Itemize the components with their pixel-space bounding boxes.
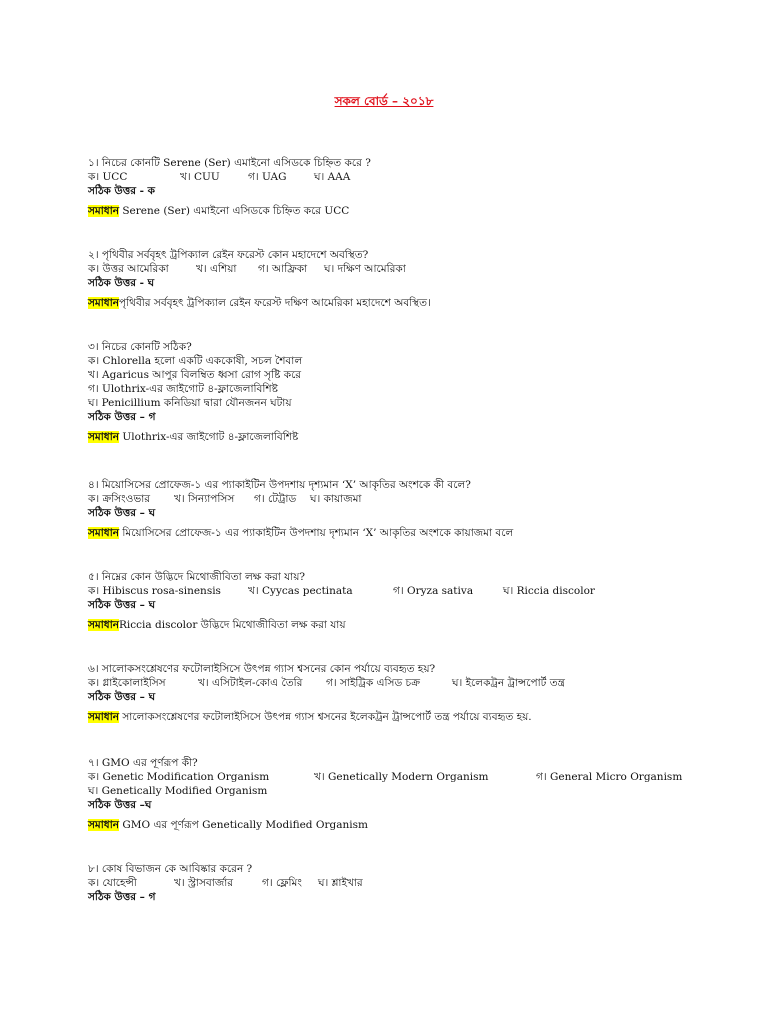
solution-text: Serene (Ser) এমাইনো এসিডকে চিহ্নিত করে UCC <box>122 205 350 217</box>
solution-text: Ulothrix-এর জাইগোট ৪-ফ্লাজেলাবিশিষ্ট <box>122 431 299 443</box>
option-gha: ঘ। Penicillium কনিডিয়া দ্বারা যৌনজনন ঘটায় <box>88 397 292 409</box>
options-row <box>88 492 688 506</box>
solution-text: পৃথিবীর সর্ববৃহৎ ট্রপিক্যাল রেইন ফরেস্ট দক্ষিণ আমেরিকা মহাদেশে অবস্থিত। <box>119 297 431 309</box>
option-gha: ঘ। ইলেকট্রন ট্রান্সপোর্ট তন্ত্র <box>452 677 565 689</box>
correct-answer: সঠিক উত্তর - ক <box>88 185 156 197</box>
option-kha: খ। সিন্যাপসিস <box>174 493 235 505</box>
option-ga: গ। টেট্রাড <box>254 493 297 505</box>
solution-text: GMO এর পূর্ণরূপ Genetically Modified Organism <box>122 819 368 831</box>
options-row <box>88 262 688 276</box>
solution-line <box>88 296 688 310</box>
question-text: ৫। নিম্নের কোন উদ্ভিদে মিথোজীবিতা লক্ষ করা যায়? <box>88 571 306 583</box>
correct-answer: সঠিক উত্তর – ঘ <box>88 599 156 611</box>
options-row <box>88 170 688 184</box>
solution-line <box>88 430 688 444</box>
solution-label: সমাধান <box>88 527 120 539</box>
option-kha: খ। Genetically Modern Organism <box>314 771 489 783</box>
options-row <box>88 770 688 784</box>
options-row <box>88 876 688 890</box>
solution-line <box>88 204 688 218</box>
option-ka: ক। Hibiscus rosa-sinensis <box>88 585 221 597</box>
option-ka: ক। Chlorella হলো একটি এককোষী, সচল শৈবাল <box>88 355 303 367</box>
question-text: ৪। মিয়োসিসের প্রোফেজ-১ এর প্যাকাইটিন উপদশায় দৃশ্যমান ‘X’ আকৃতির অংশকে কী বলে? <box>88 479 471 491</box>
question-block <box>88 248 688 310</box>
option-ka: ক। ক্রসিংওভার <box>88 493 151 505</box>
option-kha: খ। Cyycas pectinata <box>248 585 353 597</box>
option-kha: খ। এসিটাইল-কোএ তৈরি <box>198 677 303 689</box>
correct-answer: সঠিক উত্তর – গ <box>88 411 156 423</box>
correct-answer: সঠিক উত্তর –ঘ <box>88 799 152 811</box>
solution-label: সমাধান <box>88 711 120 723</box>
option-gha: ঘ। Genetically Modified Organism <box>88 785 268 797</box>
option-kha: খ। CUU <box>180 171 220 183</box>
option-gha: ঘ। AAA <box>314 171 351 183</box>
options-row <box>88 676 688 690</box>
question-text: ২। পৃথিবীর সর্ববৃহৎ ট্রপিক্যাল রেইন ফরেস্ট কোন মহাদেশে অবস্থিত? <box>88 249 369 261</box>
question-text: ১। নিচের কোনটি Serene (Ser) এমাইনো এসিডকে চিহ্নিত করে ? <box>88 157 371 169</box>
option-gha: ঘ। কায়াজমা <box>310 493 362 505</box>
correct-answer: সঠিক উত্তর – ঘ <box>88 691 156 703</box>
correct-answer: সঠিক উত্তর - ঘ <box>88 277 155 289</box>
option-ka: ক। Genetic Modification Organism <box>88 771 270 783</box>
question-block <box>88 340 688 444</box>
solution-line <box>88 618 688 632</box>
option-ka: ক। যোহেন্সী <box>88 877 137 889</box>
option-ga: গ। Ulothrix-এর জাইগোট ৪-ফ্লাজেলাবিশিষ্ট <box>88 383 278 395</box>
option-ga: গ। Oryza sativa <box>393 585 474 597</box>
solution-label: সমাধান <box>88 431 120 443</box>
option-kha: খ। Agaricus আপুর বিলম্বিত ধ্বসা রোগ সৃষ্টি করে <box>88 369 302 381</box>
page-title: সকল বোর্ড – ২০১৮ <box>334 94 434 108</box>
solution-label: সমাধান <box>88 205 120 217</box>
solution-text: মিয়োসিসের প্রোফেজ-১ এর প্যাকাইটিন উপদশায় দৃশ্যমান ‘X’ আকৃতির অংশকে কায়াজমা বলে <box>122 527 514 539</box>
option-ga: গ। UAG <box>248 171 287 183</box>
option-ka: ক। UCC <box>88 171 128 183</box>
option-ga: গ। ফ্লেমিং <box>262 877 302 889</box>
solution-line <box>88 526 688 540</box>
solution-line <box>88 710 688 724</box>
question-text: ৩। নিচের কোনটি সঠিক? <box>88 341 192 353</box>
question-text: ৬। সালোকসংশ্লেষণের ফটোলাইসিসে উৎপন্ন গ্যাস শ্বসনের কোন পর্যায়ে ব্যবহৃত হয়? <box>88 663 436 675</box>
solution-label: সমাধান <box>88 619 120 631</box>
option-ka: ক। গ্লাইকোলাইসিস <box>88 677 166 689</box>
option-ga: গ। সাইট্রিক এসিড চক্র <box>326 677 420 689</box>
option-kha: খ। এশিয়া <box>196 263 237 275</box>
solution-label: সমাধান <box>88 297 120 309</box>
option-ga: গ। General Micro Organism <box>536 771 683 783</box>
question-text: ৮। কোষ বিভাজন কে আবিষ্কার করেন ? <box>88 863 253 875</box>
correct-answer: সঠিক উত্তর – ঘ <box>88 507 156 519</box>
solution-text: সালোকসংশ্লেষণের ফটোলাইসিসে উৎপন্ন গ্যাস শ্বসনের ইলেকট্রন ট্রান্সপোর্ট তন্ত্র পর্যায়ে ব্যবহৃত হয়. <box>122 711 532 723</box>
solution-text: Riccia discolor উদ্ভিদে মিথোজীবিতা লক্ষ করা যায় <box>119 619 346 631</box>
option-gha: ঘ। Riccia discolor <box>503 585 595 597</box>
option-gha: ঘ। দক্ষিণ আমেরিকা <box>324 263 406 275</box>
question-block <box>88 570 688 632</box>
solution-label: সমাধান <box>88 819 120 831</box>
question-block <box>88 662 688 724</box>
option-ga: গ। আফ্রিকা <box>258 263 308 275</box>
question-block <box>88 156 688 218</box>
question-text: ৭। GMO এর পূর্ণরূপ কী? <box>88 757 198 769</box>
question-block <box>88 478 688 540</box>
question-block <box>88 862 688 904</box>
options-row <box>88 584 688 598</box>
solution-line <box>88 818 688 832</box>
option-kha: খ। স্ট্রাসবার্জার <box>174 877 234 889</box>
question-block <box>88 756 688 832</box>
option-ka: ক। উত্তর আমেরিকা <box>88 263 169 275</box>
correct-answer: সঠিক উত্তর – গ <box>88 891 156 903</box>
option-gha: ঘ। শ্লাইখার <box>318 877 363 889</box>
